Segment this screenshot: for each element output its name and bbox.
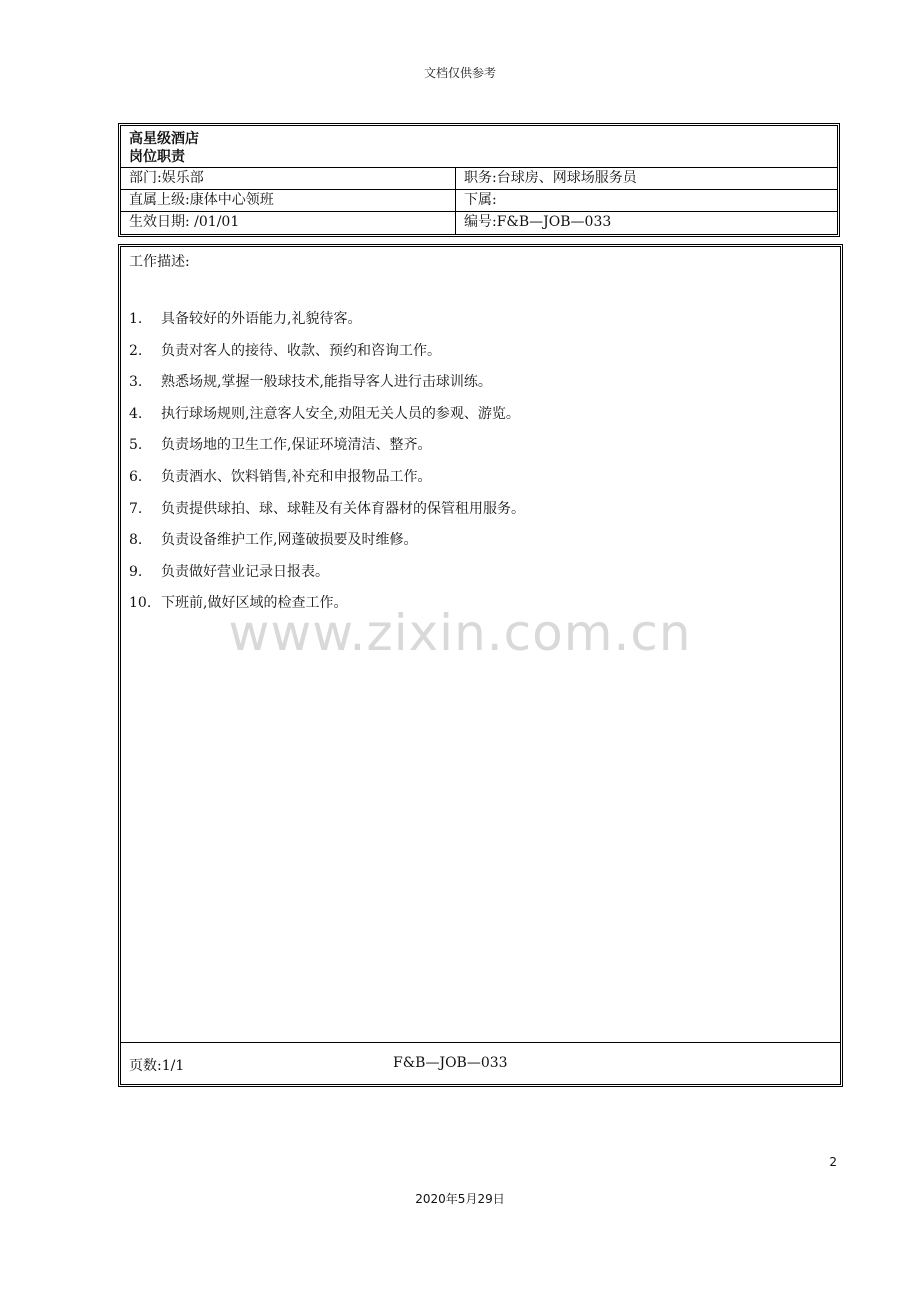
duty-item — [129, 499, 829, 531]
duty-text: 具备较好的外语能力,礼貌待客。 — [161, 311, 362, 327]
duty-number: 6. — [129, 468, 143, 485]
duty-item — [129, 435, 829, 467]
job-description-box — [118, 244, 843, 1087]
duty-number: 7. — [129, 500, 143, 517]
info-row — [121, 168, 837, 190]
supervisor-cell: 直属上级:康体中心领班 — [121, 190, 456, 211]
duty-number: 1. — [129, 311, 143, 327]
duty-number: 10. — [129, 595, 152, 612]
duty-item — [129, 309, 829, 341]
footer-divider — [121, 1042, 840, 1043]
duty-number: 8. — [129, 532, 143, 549]
duty-text: 负责对客人的接待、收款、预约和咨询工作。 — [161, 342, 441, 359]
description-label: 工作描述: — [129, 254, 190, 270]
duty-text: 负责设备维护工作,网蓬破损要及时维修。 — [161, 532, 418, 549]
duty-text: 负责场地的卫生工作,保证环境清洁、整齐。 — [161, 437, 432, 454]
duty-item — [129, 404, 829, 436]
page-count: 页数:1/1 — [129, 1058, 185, 1074]
code-cell: 编号:F&B—JOB—033 — [464, 214, 612, 230]
subordinate-cell: 下属: — [464, 192, 497, 208]
info-row — [121, 190, 837, 212]
page-number: 2 — [829, 1155, 837, 1169]
footer-code: F&B—JOB—033 — [393, 1055, 508, 1071]
info-row — [121, 212, 837, 234]
effective-date-cell: 生效日期: /01/01 — [121, 212, 456, 234]
duty-text: 下班前,做好区域的检查工作。 — [161, 595, 348, 612]
duty-item — [129, 372, 829, 404]
duty-list — [129, 309, 829, 625]
duty-item — [129, 562, 829, 594]
duty-text: 负责做好营业记录日报表。 — [161, 563, 329, 580]
duty-item — [129, 467, 829, 499]
document-header: 文档仅供参考 — [423, 66, 496, 80]
position-cell: 职务:台球房、网球场服务员 — [464, 170, 637, 186]
duty-number: 3. — [129, 374, 143, 391]
duty-text: 熟悉场规,掌握一般球技术,能指导客人进行击球训练。 — [161, 374, 492, 391]
duty-text: 负责提供球拍、球、球鞋及有关体育器材的保管租用服务。 — [161, 500, 525, 517]
hotel-name: 高星级酒店 — [129, 131, 199, 147]
duty-text: 负责酒水、饮料销售,补充和申报物品工作。 — [161, 468, 432, 485]
department-cell: 部门:娱乐部 — [121, 168, 456, 189]
duty-number: 9. — [129, 563, 143, 580]
watermark: www.zixin.com.cn — [228, 604, 692, 662]
duty-number: 5. — [129, 437, 143, 454]
duty-number: 2. — [129, 342, 143, 359]
title-block — [121, 126, 837, 168]
duty-item — [129, 341, 829, 373]
date-footer: 2020年5月29日 — [415, 1192, 505, 1206]
duty-number: 4. — [129, 405, 143, 422]
duty-item — [129, 530, 829, 562]
info-table — [118, 123, 840, 237]
duty-text: 执行球场规则,注意客人安全,劝阻无关人员的参观、游览。 — [161, 405, 520, 422]
document-title: 岗位职责 — [129, 149, 185, 165]
